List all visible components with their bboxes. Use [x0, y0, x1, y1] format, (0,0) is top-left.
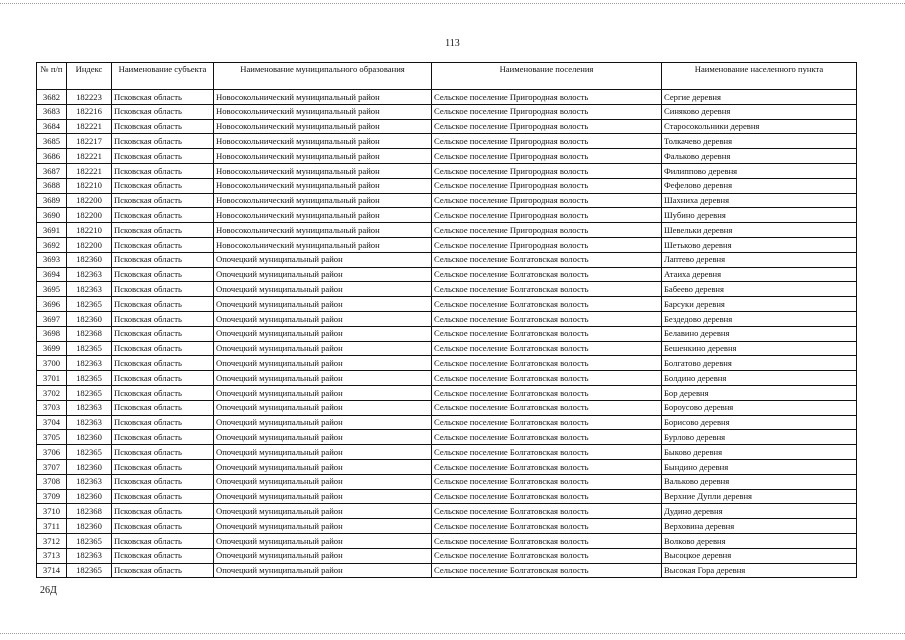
cell-index: 182200 — [67, 237, 112, 252]
table-row — [37, 223, 857, 238]
cell-index: 182217 — [67, 134, 112, 149]
table-row — [37, 548, 857, 563]
cell-subject: Псковская область — [112, 400, 214, 415]
cell-num: 3683 — [37, 104, 67, 119]
cell-settlement: Сельское поселение Болгатовская волость — [432, 415, 662, 430]
cell-subject: Псковская область — [112, 282, 214, 297]
cell-index: 182365 — [67, 341, 112, 356]
cell-locality: Шубино деревня — [662, 208, 857, 223]
cell-num: 3685 — [37, 134, 67, 149]
table-row — [37, 400, 857, 415]
cell-locality: Бабеево деревня — [662, 282, 857, 297]
table-row — [37, 237, 857, 252]
cell-subject: Псковская область — [112, 178, 214, 193]
cell-num: 3694 — [37, 267, 67, 282]
table-row — [37, 90, 857, 105]
cell-num: 3703 — [37, 400, 67, 415]
cell-municipality: Опочецкий муниципальный район — [214, 267, 432, 282]
cell-subject: Псковская область — [112, 430, 214, 445]
table-row — [37, 282, 857, 297]
cell-municipality: Опочецкий муниципальный район — [214, 548, 432, 563]
cell-num: 3698 — [37, 326, 67, 341]
table-row — [37, 134, 857, 149]
cell-subject: Псковская область — [112, 489, 214, 504]
cell-settlement: Сельское поселение Пригородная волость — [432, 149, 662, 164]
scan-edge-bottom — [0, 633, 905, 635]
cell-subject: Псковская область — [112, 237, 214, 252]
cell-index: 182221 — [67, 163, 112, 178]
cell-settlement: Сельское поселение Болгатовская волость — [432, 282, 662, 297]
cell-subject: Псковская область — [112, 385, 214, 400]
cell-municipality: Новосокольнический муниципальный район — [214, 163, 432, 178]
cell-index: 182365 — [67, 533, 112, 548]
header-subject: Наименование субъекта — [112, 63, 214, 90]
cell-municipality: Опочецкий муниципальный район — [214, 341, 432, 356]
cell-municipality: Новосокольнический муниципальный район — [214, 134, 432, 149]
cell-municipality: Новосокольнический муниципальный район — [214, 104, 432, 119]
cell-locality: Волково деревня — [662, 533, 857, 548]
cell-subject: Псковская область — [112, 371, 214, 386]
cell-locality: Лаптево деревня — [662, 252, 857, 267]
cell-index: 182365 — [67, 297, 112, 312]
cell-locality: Синяково деревня — [662, 104, 857, 119]
cell-subject: Псковская область — [112, 519, 214, 534]
cell-index: 182363 — [67, 415, 112, 430]
cell-num: 3711 — [37, 519, 67, 534]
cell-settlement: Сельское поселение Пригородная волость — [432, 223, 662, 238]
cell-num: 3691 — [37, 223, 67, 238]
cell-municipality: Опочецкий муниципальный район — [214, 415, 432, 430]
cell-index: 182368 — [67, 504, 112, 519]
cell-locality: Бурлово деревня — [662, 430, 857, 445]
cell-num: 3707 — [37, 459, 67, 474]
cell-settlement: Сельское поселение Болгатовская волость — [432, 385, 662, 400]
cell-num: 3684 — [37, 119, 67, 134]
cell-locality: Борисово деревня — [662, 415, 857, 430]
cell-settlement: Сельское поселение Болгатовская волость — [432, 311, 662, 326]
cell-settlement: Сельское поселение Болгатовская волость — [432, 267, 662, 282]
cell-settlement: Сельское поселение Болгатовская волость — [432, 548, 662, 563]
cell-subject: Псковская область — [112, 311, 214, 326]
cell-settlement: Сельское поселение Болгатовская волость — [432, 445, 662, 460]
table-row — [37, 252, 857, 267]
cell-settlement: Сельское поселение Пригородная волость — [432, 178, 662, 193]
table-row — [37, 519, 857, 534]
cell-locality: Фальково деревня — [662, 149, 857, 164]
cell-municipality: Опочецкий муниципальный район — [214, 563, 432, 578]
cell-subject: Псковская область — [112, 297, 214, 312]
cell-municipality: Опочецкий муниципальный район — [214, 459, 432, 474]
cell-subject: Псковская область — [112, 267, 214, 282]
cell-municipality: Опочецкий муниципальный район — [214, 252, 432, 267]
cell-index: 182365 — [67, 385, 112, 400]
cell-locality: Быково деревня — [662, 445, 857, 460]
cell-settlement: Сельское поселение Пригородная волость — [432, 193, 662, 208]
cell-num: 3682 — [37, 90, 67, 105]
table-row — [37, 356, 857, 371]
cell-num: 3699 — [37, 341, 67, 356]
cell-locality: Вальково деревня — [662, 474, 857, 489]
cell-num: 3704 — [37, 415, 67, 430]
table-row — [37, 533, 857, 548]
cell-index: 182360 — [67, 489, 112, 504]
cell-num: 3712 — [37, 533, 67, 548]
cell-settlement: Сельское поселение Болгатовская волость — [432, 504, 662, 519]
cell-index: 182365 — [67, 445, 112, 460]
cell-index: 182200 — [67, 208, 112, 223]
cell-locality: Бор деревня — [662, 385, 857, 400]
cell-locality: Верховина деревня — [662, 519, 857, 534]
table-row — [37, 267, 857, 282]
cell-index: 182368 — [67, 326, 112, 341]
table-body — [37, 90, 857, 578]
cell-locality: Белавино деревня — [662, 326, 857, 341]
cell-locality: Барсуки деревня — [662, 297, 857, 312]
cell-num: 3710 — [37, 504, 67, 519]
cell-index: 182210 — [67, 223, 112, 238]
cell-locality: Филиппово деревня — [662, 163, 857, 178]
cell-num: 3702 — [37, 385, 67, 400]
cell-locality: Болгатово деревня — [662, 356, 857, 371]
cell-index: 182360 — [67, 459, 112, 474]
cell-index: 182363 — [67, 356, 112, 371]
cell-num: 3687 — [37, 163, 67, 178]
cell-subject: Псковская область — [112, 341, 214, 356]
cell-num: 3705 — [37, 430, 67, 445]
cell-municipality: Опочецкий муниципальный район — [214, 489, 432, 504]
cell-locality: Высоцкое деревня — [662, 548, 857, 563]
cell-settlement: Сельское поселение Пригородная волость — [432, 134, 662, 149]
cell-locality: Бороусово деревня — [662, 400, 857, 415]
cell-index: 182365 — [67, 563, 112, 578]
cell-subject: Псковская область — [112, 563, 214, 578]
cell-subject: Псковская область — [112, 208, 214, 223]
cell-num: 3689 — [37, 193, 67, 208]
cell-municipality: Опочецкий муниципальный район — [214, 504, 432, 519]
table-row — [37, 504, 857, 519]
cell-index: 182363 — [67, 267, 112, 282]
cell-locality: Шевельки деревня — [662, 223, 857, 238]
footer-code: 26Д — [40, 585, 57, 596]
cell-num: 3692 — [37, 237, 67, 252]
cell-municipality: Новосокольнический муниципальный район — [214, 193, 432, 208]
cell-municipality: Опочецкий муниципальный район — [214, 297, 432, 312]
cell-subject: Псковская область — [112, 119, 214, 134]
cell-subject: Псковская область — [112, 193, 214, 208]
cell-subject: Псковская область — [112, 134, 214, 149]
cell-settlement: Сельское поселение Пригородная волость — [432, 104, 662, 119]
cell-settlement: Сельское поселение Пригородная волость — [432, 119, 662, 134]
cell-municipality: Опочецкий муниципальный район — [214, 400, 432, 415]
table-row — [37, 341, 857, 356]
cell-subject: Псковская область — [112, 356, 214, 371]
cell-num: 3697 — [37, 311, 67, 326]
cell-locality: Шетьково деревня — [662, 237, 857, 252]
cell-settlement: Сельское поселение Болгатовская волость — [432, 474, 662, 489]
cell-num: 3713 — [37, 548, 67, 563]
cell-municipality: Опочецкий муниципальный район — [214, 474, 432, 489]
cell-index: 182210 — [67, 178, 112, 193]
cell-subject: Псковская область — [112, 223, 214, 238]
cell-settlement: Сельское поселение Болгатовская волость — [432, 356, 662, 371]
cell-settlement: Сельское поселение Болгатовская волость — [432, 297, 662, 312]
header-num: № п/п — [37, 63, 67, 90]
cell-municipality: Опочецкий муниципальный район — [214, 445, 432, 460]
cell-locality: Бешенкино деревня — [662, 341, 857, 356]
header-municipality: Наименование муниципального образования — [214, 63, 432, 90]
cell-num: 3696 — [37, 297, 67, 312]
cell-settlement: Сельское поселение Болгатовская волость — [432, 371, 662, 386]
table-row — [37, 474, 857, 489]
cell-index: 182360 — [67, 519, 112, 534]
cell-municipality: Новосокольнический муниципальный район — [214, 149, 432, 164]
table-row — [37, 371, 857, 386]
cell-settlement: Сельское поселение Пригородная волость — [432, 163, 662, 178]
cell-locality: Шахниха деревня — [662, 193, 857, 208]
cell-subject: Псковская область — [112, 548, 214, 563]
cell-subject: Псковская область — [112, 90, 214, 105]
table-row — [37, 297, 857, 312]
cell-subject: Псковская область — [112, 504, 214, 519]
cell-settlement: Сельское поселение Болгатовская волость — [432, 252, 662, 267]
cell-locality: Атаиха деревня — [662, 267, 857, 282]
cell-locality: Фефелово деревня — [662, 178, 857, 193]
cell-locality: Дудино деревня — [662, 504, 857, 519]
cell-index: 182223 — [67, 90, 112, 105]
cell-index: 182360 — [67, 252, 112, 267]
cell-num: 3706 — [37, 445, 67, 460]
cell-index: 182360 — [67, 311, 112, 326]
cell-locality: Толкачево деревня — [662, 134, 857, 149]
cell-subject: Псковская область — [112, 326, 214, 341]
cell-num: 3708 — [37, 474, 67, 489]
cell-municipality: Новосокольнический муниципальный район — [214, 178, 432, 193]
cell-subject: Псковская область — [112, 533, 214, 548]
header-locality: Наименование населенного пункта — [662, 63, 857, 90]
cell-settlement: Сельское поселение Болгатовская волость — [432, 326, 662, 341]
cell-num: 3686 — [37, 149, 67, 164]
cell-num: 3690 — [37, 208, 67, 223]
cell-index: 182365 — [67, 371, 112, 386]
cell-settlement: Сельское поселение Болгатовская волость — [432, 430, 662, 445]
cell-index: 182363 — [67, 548, 112, 563]
cell-municipality: Опочецкий муниципальный район — [214, 519, 432, 534]
cell-locality: Бездедово деревня — [662, 311, 857, 326]
cell-municipality: Новосокольнический муниципальный район — [214, 90, 432, 105]
cell-municipality: Опочецкий муниципальный район — [214, 533, 432, 548]
cell-locality: Старосокольники деревня — [662, 119, 857, 134]
cell-subject: Псковская область — [112, 415, 214, 430]
header-index: Индекс — [67, 63, 112, 90]
table-row — [37, 163, 857, 178]
cell-subject: Псковская область — [112, 163, 214, 178]
cell-municipality: Опочецкий муниципальный район — [214, 430, 432, 445]
cell-index: 182360 — [67, 430, 112, 445]
table-row — [37, 178, 857, 193]
table-row — [37, 430, 857, 445]
cell-subject: Псковская область — [112, 149, 214, 164]
table-row — [37, 104, 857, 119]
cell-num: 3701 — [37, 371, 67, 386]
cell-municipality: Опочецкий муниципальный район — [214, 311, 432, 326]
cell-municipality: Опочецкий муниципальный район — [214, 371, 432, 386]
cell-index: 182221 — [67, 119, 112, 134]
cell-num: 3700 — [37, 356, 67, 371]
cell-settlement: Сельское поселение Пригородная волость — [432, 208, 662, 223]
cell-settlement: Сельское поселение Болгатовская волость — [432, 533, 662, 548]
cell-index: 182221 — [67, 149, 112, 164]
table-row — [37, 193, 857, 208]
cell-municipality: Новосокольнический муниципальный район — [214, 237, 432, 252]
cell-municipality: Опочецкий муниципальный район — [214, 282, 432, 297]
cell-locality: Болдино деревня — [662, 371, 857, 386]
locality-table — [36, 62, 857, 578]
cell-num: 3693 — [37, 252, 67, 267]
cell-subject: Псковская область — [112, 445, 214, 460]
table-row — [37, 563, 857, 578]
cell-municipality: Новосокольнический муниципальный район — [214, 119, 432, 134]
cell-num: 3688 — [37, 178, 67, 193]
cell-municipality: Опочецкий муниципальный район — [214, 356, 432, 371]
cell-settlement: Сельское поселение Болгатовская волость — [432, 563, 662, 578]
cell-settlement: Сельское поселение Пригородная волость — [432, 90, 662, 105]
cell-num: 3695 — [37, 282, 67, 297]
cell-num: 3714 — [37, 563, 67, 578]
cell-index: 182363 — [67, 474, 112, 489]
cell-subject: Псковская область — [112, 104, 214, 119]
page-number: 113 — [445, 38, 460, 49]
table-header-row — [37, 63, 857, 90]
cell-settlement: Сельское поселение Болгатовская волость — [432, 519, 662, 534]
cell-locality: Сергие деревня — [662, 90, 857, 105]
cell-settlement: Сельское поселение Болгатовская волость — [432, 489, 662, 504]
cell-index: 182216 — [67, 104, 112, 119]
table-row — [37, 149, 857, 164]
cell-locality: Высокая Гора деревня — [662, 563, 857, 578]
table-row — [37, 208, 857, 223]
cell-index: 182363 — [67, 282, 112, 297]
cell-municipality: Новосокольнический муниципальный район — [214, 223, 432, 238]
cell-subject: Псковская область — [112, 459, 214, 474]
cell-index: 182363 — [67, 400, 112, 415]
table-row — [37, 385, 857, 400]
table-row — [37, 489, 857, 504]
header-settlement: Наименование поселения — [432, 63, 662, 90]
cell-locality: Верхние Дупли деревня — [662, 489, 857, 504]
cell-municipality: Опочецкий муниципальный район — [214, 385, 432, 400]
table-row — [37, 119, 857, 134]
table-row — [37, 445, 857, 460]
table-row — [37, 311, 857, 326]
cell-locality: Бындино деревня — [662, 459, 857, 474]
table-row — [37, 459, 857, 474]
cell-num: 3709 — [37, 489, 67, 504]
cell-subject: Псковская область — [112, 252, 214, 267]
cell-settlement: Сельское поселение Болгатовская волость — [432, 459, 662, 474]
scan-edge-top — [0, 3, 905, 5]
cell-settlement: Сельское поселение Болгатовская волость — [432, 341, 662, 356]
cell-subject: Псковская область — [112, 474, 214, 489]
cell-settlement: Сельское поселение Пригородная волость — [432, 237, 662, 252]
cell-municipality: Новосокольнический муниципальный район — [214, 208, 432, 223]
table-row — [37, 415, 857, 430]
cell-index: 182200 — [67, 193, 112, 208]
cell-municipality: Опочецкий муниципальный район — [214, 326, 432, 341]
cell-settlement: Сельское поселение Болгатовская волость — [432, 400, 662, 415]
table-row — [37, 326, 857, 341]
